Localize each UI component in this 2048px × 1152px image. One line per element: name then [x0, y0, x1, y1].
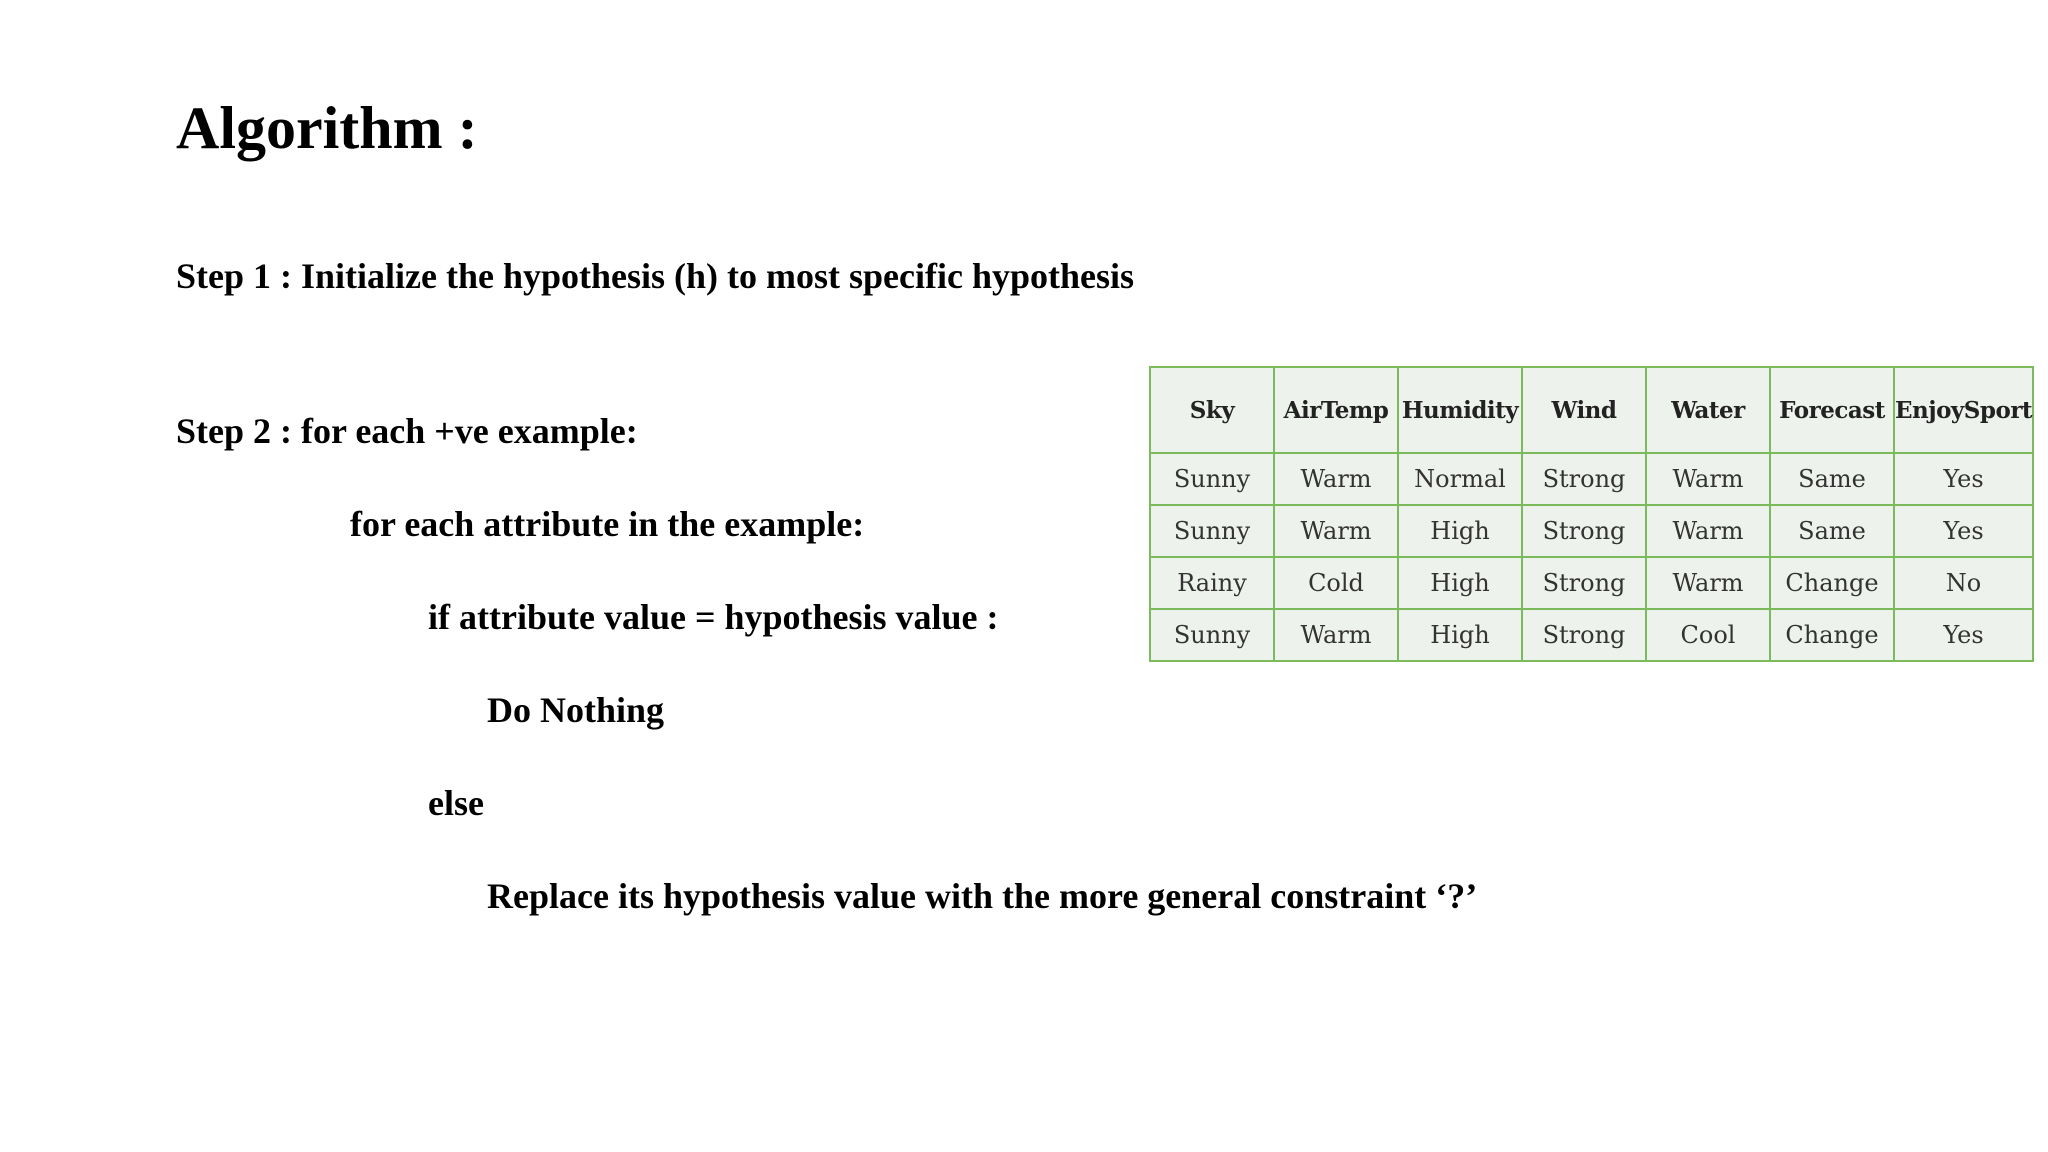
table-header-cell: EnjoySport — [1894, 367, 2033, 453]
table-cell: Warm — [1646, 453, 1770, 505]
table-header-cell: Wind — [1522, 367, 1646, 453]
table-row — [1150, 453, 2033, 505]
table-cell: Warm — [1274, 453, 1398, 505]
table-cell: High — [1398, 609, 1522, 661]
table-cell: Strong — [1522, 453, 1646, 505]
table-cell: Yes — [1894, 453, 2033, 505]
table-cell: High — [1398, 557, 1522, 609]
table-cell: Cool — [1646, 609, 1770, 661]
table-cell: No — [1894, 557, 2033, 609]
table-row — [1150, 609, 2033, 661]
table-cell: Strong — [1522, 557, 1646, 609]
else-text: else — [428, 783, 484, 823]
table-cell: Warm — [1274, 609, 1398, 661]
slide-title: Algorithm : — [176, 95, 478, 161]
table-cell: Same — [1770, 505, 1894, 557]
table-header-cell: Humidity — [1398, 367, 1522, 453]
table-cell: Strong — [1522, 609, 1646, 661]
table-cell: Sunny — [1150, 453, 1274, 505]
table-cell: Sunny — [1150, 505, 1274, 557]
table-cell: Rainy — [1150, 557, 1274, 609]
table-row — [1150, 505, 2033, 557]
table-header-cell: AirTemp — [1274, 367, 1398, 453]
table-cell: Strong — [1522, 505, 1646, 557]
if-condition-text: if attribute value = hypothesis value : — [428, 597, 999, 637]
table-header-cell: Sky — [1150, 367, 1274, 453]
table-cell: Change — [1770, 557, 1894, 609]
table-row — [1150, 557, 2033, 609]
table-cell: Cold — [1274, 557, 1398, 609]
table-header-cell: Water — [1646, 367, 1770, 453]
table-cell: Warm — [1274, 505, 1398, 557]
step-2-text: Step 2 : for each +ve example: — [176, 411, 638, 451]
replace-text: Replace its hypothesis value with the more general constraint ‘?’ — [487, 876, 1478, 916]
step-1-text: Step 1 : Initialize the hypothesis (h) to most specific hypothesis — [176, 256, 1135, 296]
table-header-row — [1150, 367, 2033, 453]
table-cell: High — [1398, 505, 1522, 557]
table-header-cell: Forecast — [1770, 367, 1894, 453]
table-cell: Normal — [1398, 453, 1522, 505]
for-each-attribute-text: for each attribute in the example: — [350, 504, 865, 544]
table-cell: Yes — [1894, 505, 2033, 557]
table-cell: Yes — [1894, 609, 2033, 661]
table-cell: Same — [1770, 453, 1894, 505]
table-cell: Sunny — [1150, 609, 1274, 661]
training-examples-table — [1149, 366, 2034, 662]
table-cell: Warm — [1646, 505, 1770, 557]
do-nothing-text: Do Nothing — [487, 690, 665, 730]
table-cell: Change — [1770, 609, 1894, 661]
table-cell: Warm — [1646, 557, 1770, 609]
